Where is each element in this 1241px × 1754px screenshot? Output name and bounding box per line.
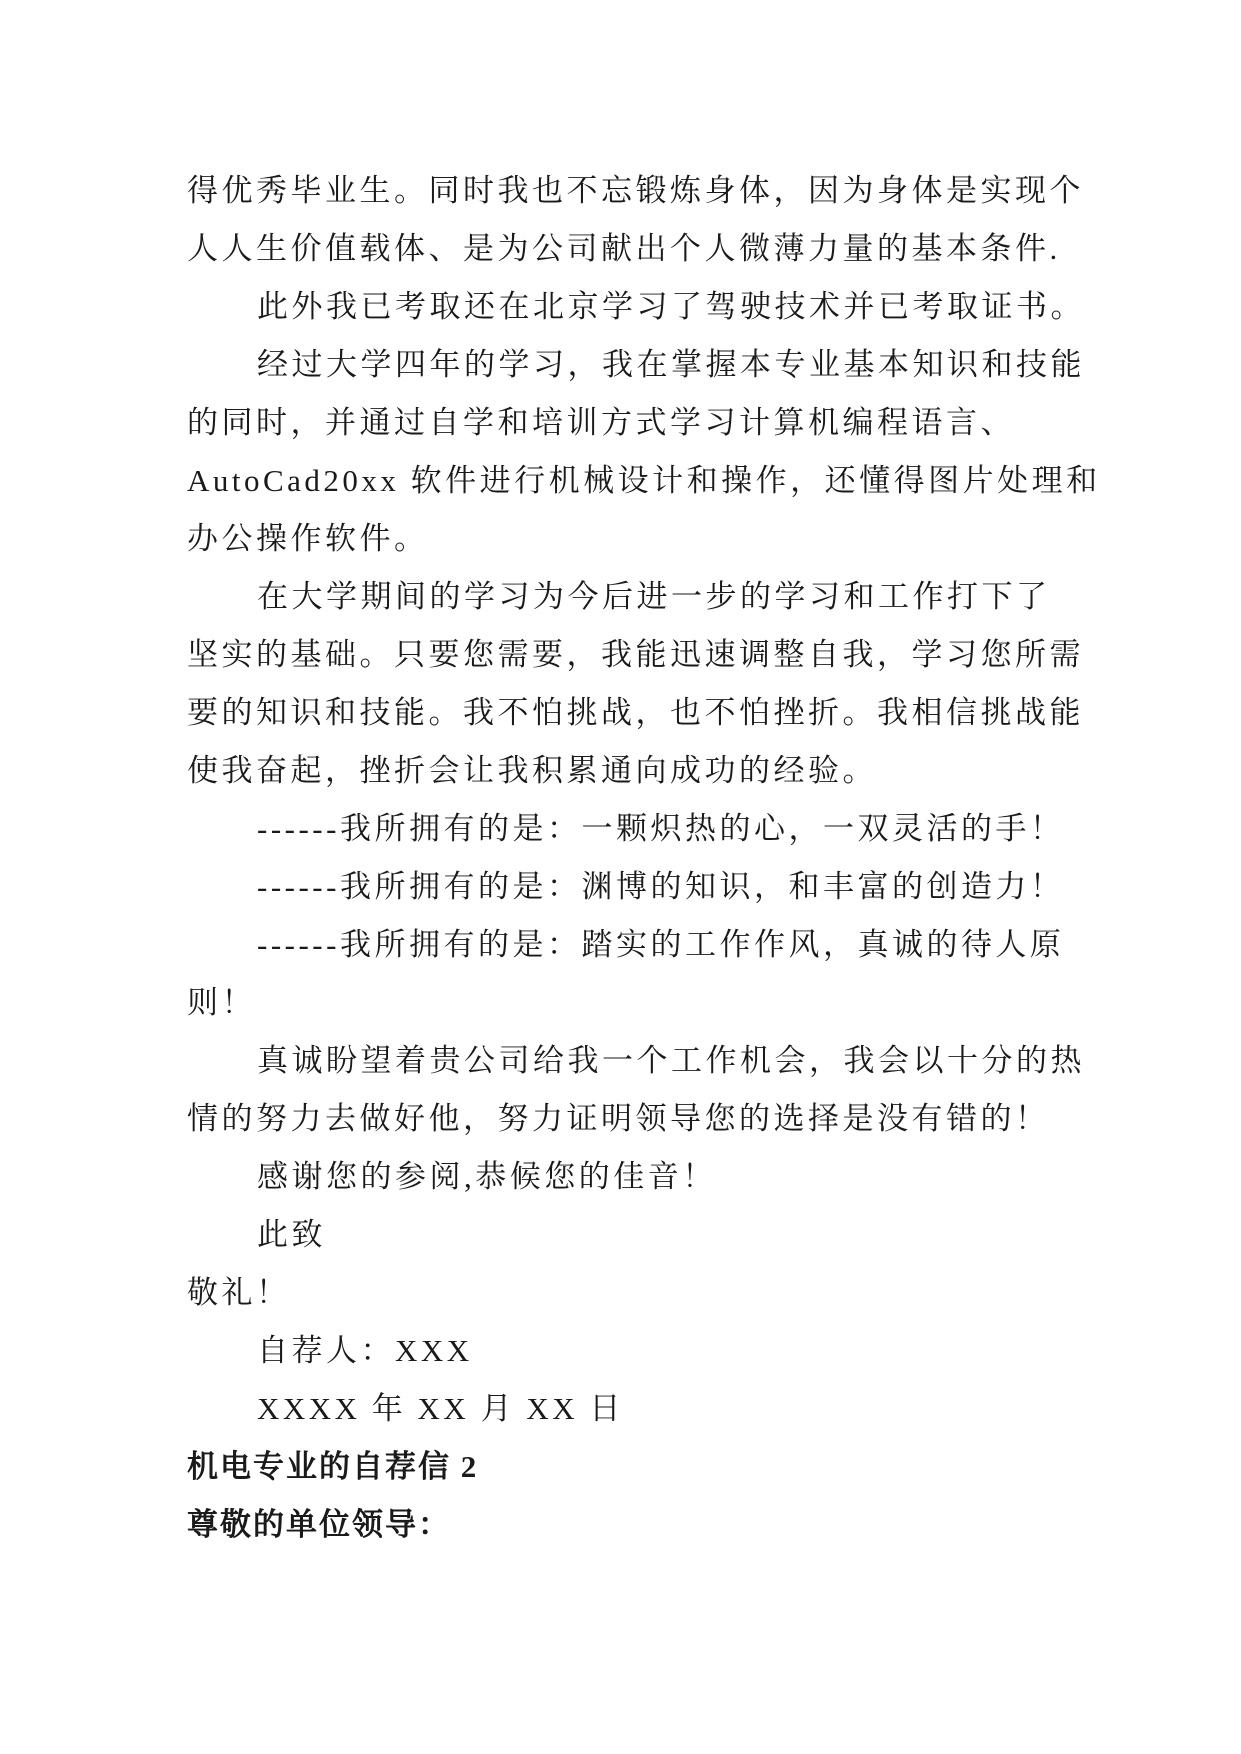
text-line: ------我所拥有的是：渊博的知识，和丰富的创造力！ — [257, 869, 1065, 904]
text-line: 使我奋起，挫折会让我积累通向成功的经验。 — [187, 753, 877, 788]
text-line: ------我所拥有的是：一颗炽热的心，一双灵活的手！ — [257, 811, 1065, 846]
text-line: ------我所拥有的是：踏实的工作作风，真诚的待人原 — [257, 927, 1065, 962]
text-line: 感谢您的参阅,恭候您的佳音！ — [257, 1159, 717, 1194]
text-line: 人人生价值载体、是为公司献出个人微薄力量的基本条件. — [187, 231, 1061, 266]
text-line: 真诚盼望着贵公司给我一个工作机会，我会以十分的热 — [257, 1043, 1085, 1078]
text-line: 情的努力去做好他，努力证明领导您的选择是没有错的！ — [187, 1101, 1050, 1136]
text-line: 此外我已考取还在北京学习了驾驶技术并已考取证书。 — [257, 289, 1085, 324]
text-line: 尊敬的单位领导： — [187, 1507, 451, 1542]
letter-body — [187, 162, 1101, 1554]
text-line: XXXX 年 XX 月 XX 日 — [257, 1391, 624, 1426]
text-line: 则！ — [187, 985, 256, 1020]
text-line: 自荐人：XXX — [257, 1333, 473, 1368]
text-line: 办公操作软件。 — [187, 521, 429, 556]
text-line: 坚实的基础。只要您需要，我能迅速调整自我，学习您所需 — [187, 637, 1084, 672]
text-line: 此致 — [257, 1217, 326, 1252]
text-line: 经过大学四年的学习，我在掌握本专业基本知识和技能 — [257, 347, 1085, 382]
text-line: 敬礼！ — [187, 1275, 291, 1310]
text-line: AutoCad20xx 软件进行机械设计和操作，还懂得图片处理和 — [187, 463, 1101, 498]
text-line: 在大学期间的学习为今后进一步的学习和工作打下了 — [257, 579, 1051, 614]
text-line: 机电专业的自荐信 2 — [187, 1449, 479, 1484]
text-line: 的同时，并通过自学和培训方式学习计算机编程语言、 — [187, 405, 1015, 440]
text-line: 得优秀毕业生。同时我也不忘锻炼身体，因为身体是实现个 — [187, 173, 1084, 208]
text-line: 要的知识和技能。我不怕挑战，也不怕挫折。我相信挑战能 — [187, 695, 1084, 730]
